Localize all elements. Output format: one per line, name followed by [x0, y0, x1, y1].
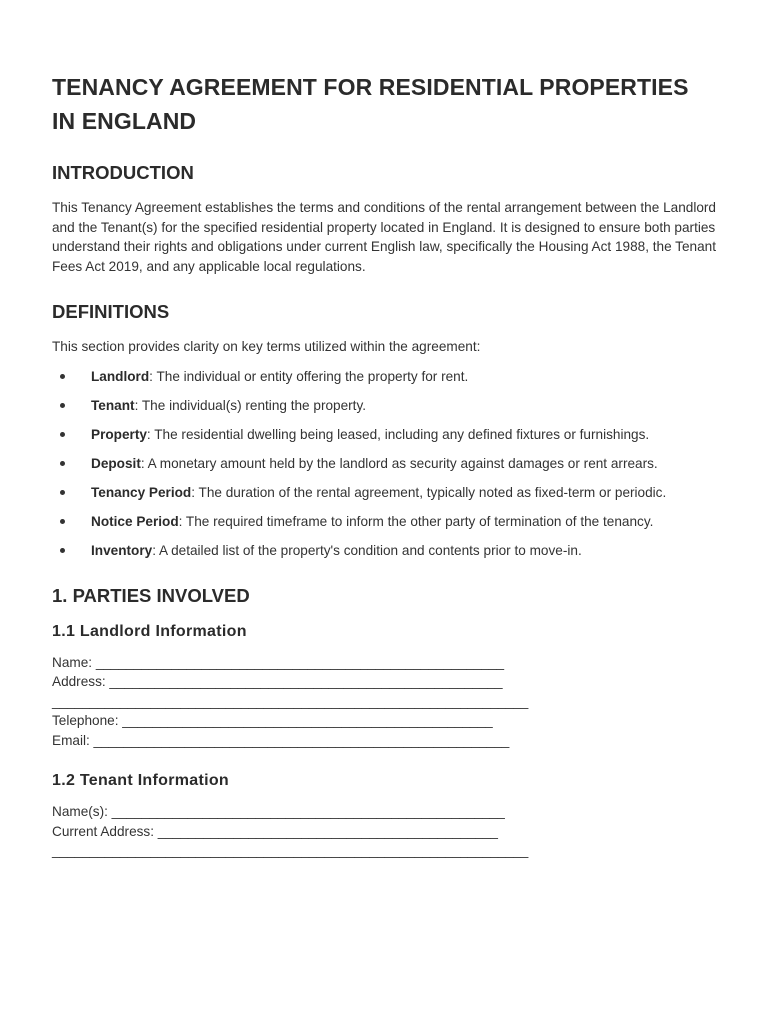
tenant-address-continuation: _______________________________________________________________ — [52, 843, 529, 859]
landlord-information — [52, 623, 718, 751]
definition-term: Tenant — [91, 397, 135, 413]
tenant-heading: 1.2 Tenant Information — [52, 772, 229, 790]
bullet-icon — [60, 374, 65, 379]
bullet-icon — [60, 461, 65, 466]
definitions-intro: This section provides clarity on key terms utilized within the agreement: — [52, 338, 481, 354]
tenant-information — [52, 772, 718, 861]
landlord-email-field: Email: _______________________________________________________ — [52, 732, 510, 748]
parties-section — [52, 585, 718, 861]
landlord-address-field: Address: ____________________________________________________ — [52, 674, 503, 690]
definition-term: Property — [91, 426, 147, 442]
definition-text: : The required timeframe to inform the other party of termination of the tenancy. — [178, 513, 654, 529]
definition-text: : The individual or entity offering the property for rent. — [149, 368, 469, 384]
tenant-names-field: Name(s): ____________________________________________________ — [52, 804, 505, 820]
landlord-address-continuation: _______________________________________________________________ — [52, 693, 529, 709]
introduction-heading: INTRODUCTION — [52, 162, 194, 183]
bullet-icon — [60, 490, 65, 495]
bullet-icon — [60, 432, 65, 437]
definition-item — [52, 367, 718, 387]
landlord-telephone-field: Telephone: _________________________________________________ — [52, 713, 493, 729]
definition-text: : A monetary amount held by the landlord as security against damages or rent arrears. — [140, 455, 658, 471]
definitions-section — [52, 301, 718, 561]
definition-item — [52, 541, 718, 561]
definition-text: : The individual(s) renting the property. — [134, 397, 367, 413]
definitions-list — [52, 367, 718, 561]
definition-item — [52, 396, 718, 416]
definition-term: Deposit — [91, 455, 141, 471]
definition-term: Landlord — [91, 368, 150, 384]
landlord-name-field: Name: ______________________________________________________ — [52, 654, 505, 670]
bullet-icon — [60, 548, 65, 553]
definition-item — [52, 483, 718, 503]
definition-item — [52, 512, 718, 532]
definition-item — [52, 425, 718, 445]
definition-text: : The duration of the rental agreement, typically noted as fixed-term or periodic. — [191, 484, 667, 500]
definition-term: Tenancy Period — [91, 484, 192, 500]
document-title: TENANCY AGREEMENT FOR RESIDENTIAL PROPERTIES IN ENGLAND — [52, 74, 689, 134]
tenant-current-address-field: Current Address: _____________________________________________ — [52, 823, 498, 839]
introduction-text: This Tenancy Agreement establishes the terms and conditions of the rental arrangement between the Landlord and the Tenant(s) for the specified residential property located in England. It is designed to ensure both parties understand their rights and obligations under current English law, specifically the Housing Act 1988, the Tenant Fees Act 2019, and any applicable local regulations. — [52, 200, 716, 275]
bullet-icon — [60, 519, 65, 524]
landlord-heading: 1.1 Landlord Information — [52, 622, 247, 640]
definitions-heading: DEFINITIONS — [52, 300, 170, 322]
definition-term: Inventory — [91, 543, 153, 559]
definition-term: Notice Period — [91, 513, 179, 529]
parties-heading: 1. PARTIES INVOLVED — [52, 584, 250, 606]
definition-item — [52, 454, 718, 474]
definition-text: : The residential dwelling being leased, including any defined fixtures or furnishings. — [146, 426, 650, 442]
definition-text: : A detailed list of the property's condition and contents prior to move-in. — [152, 543, 582, 559]
introduction-section — [52, 162, 718, 277]
bullet-icon — [60, 403, 65, 408]
